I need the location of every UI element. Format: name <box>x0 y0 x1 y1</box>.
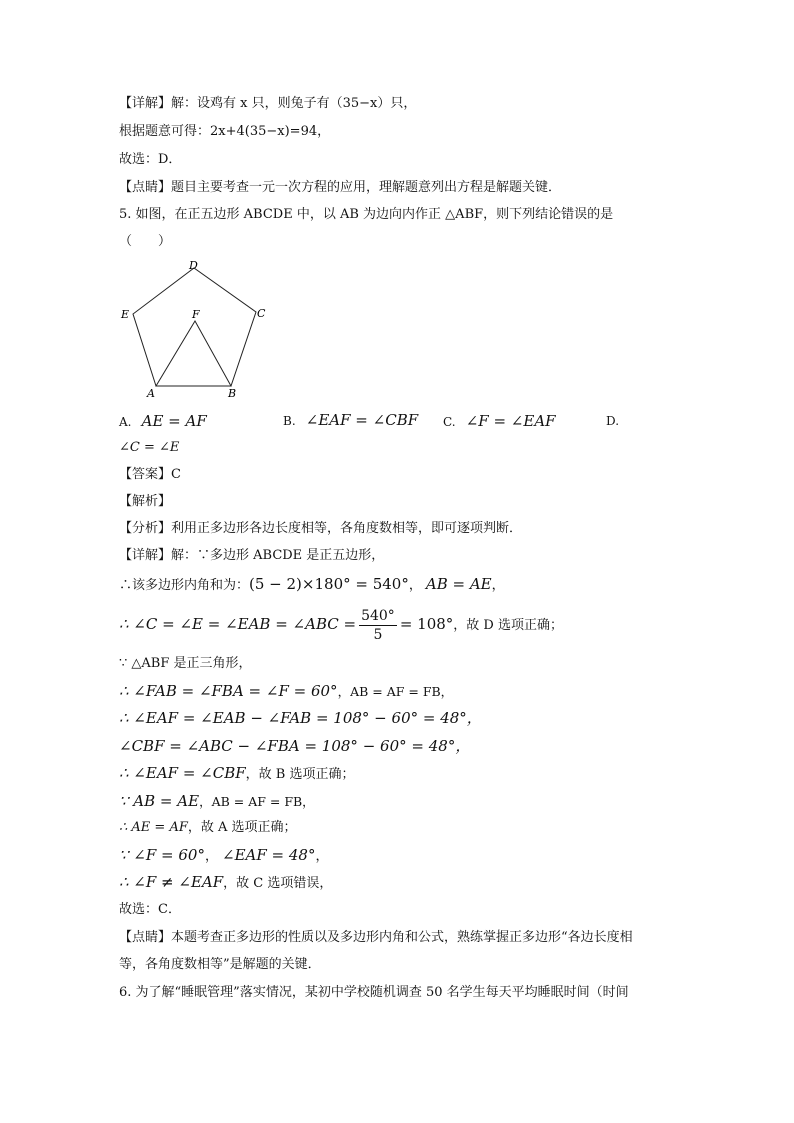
eaf-48: ∠EAF = 48° <box>222 846 316 864</box>
pentagon-outline <box>133 268 256 386</box>
ab-af-fb: ，AB = AF = FB， <box>199 794 315 809</box>
ae-af-line <box>119 820 297 836</box>
question-5: 5. 如图，在正五边形 ABCDE 中，以 AB 为边向内作正 △ABF，则下列结论错误的是 <box>119 207 614 222</box>
option-d-text: ∠C = ∠E <box>119 440 180 455</box>
dianjing-line-2: 等，各角度数相等”是解题的关键． <box>119 957 321 972</box>
fenxi-line: 【分析】利用正多边形各边长度相等，各角度数相等，即可逐项判断． <box>119 521 523 536</box>
sep2: ， <box>491 578 505 593</box>
option-b-label: B. <box>283 414 296 428</box>
conclusion-line: 故选：C． <box>119 902 181 917</box>
angle-sum-formula: (5 − 2)×180° = 540° <box>249 575 409 593</box>
option-c <box>443 413 556 431</box>
label-C: C <box>257 307 266 320</box>
angle-sum-text: ∴该多边形内角和为： <box>119 578 250 593</box>
answer-line: 【答案】C <box>119 467 181 482</box>
l2: 根据题意可得：2x+4(35−x)=94， <box>119 124 331 139</box>
option-a-correct: ，故 A 选项正确； <box>187 820 297 835</box>
interior-angle-line <box>119 605 563 645</box>
f-neq-eaf: ∴ ∠F ≠ ∠EAF <box>119 873 224 891</box>
option-a-text: AE = AF <box>141 412 207 430</box>
dianjing-line-1: 【点睛】本题考查正多边形的性质以及多边形内角和公式，熟练掌握正多边形“各边长度相 <box>119 930 633 945</box>
option-d-correct: ，故 D 选项正确； <box>453 618 563 633</box>
analysis-head: 【解析】 <box>119 494 172 509</box>
triangle-line: ∵ △ABF 是正三角形， <box>119 656 252 671</box>
l4: 【点睛】题目主要考查一元一次方程的应用，理解题意列出方程是解题关键． <box>119 180 562 195</box>
fab-sides: ，AB = AF = FB， <box>337 684 454 699</box>
sep3: ， <box>204 849 218 864</box>
label-E: E <box>121 308 130 321</box>
ab-ae-line <box>119 793 315 811</box>
f-neq-line <box>119 874 332 892</box>
label-F: F <box>192 308 200 321</box>
l3: 故选：D． <box>119 152 182 167</box>
fab-line <box>119 683 453 701</box>
f-eaf-values-line <box>119 847 328 865</box>
eaf-cbf-eq: ∴ ∠EAF = ∠CBF <box>119 764 246 782</box>
option-a <box>119 413 207 431</box>
option-d-label: D. <box>606 414 620 428</box>
label-A: A <box>147 387 155 400</box>
sep: ， <box>408 578 422 593</box>
fraction <box>359 607 397 644</box>
f-60: ∵ ∠F = 60° <box>119 846 205 864</box>
angle-sum-line <box>119 576 505 594</box>
option-c-text: ∠F = ∠EAF <box>465 412 556 430</box>
option-c-label: C. <box>443 415 456 429</box>
xiangjie-line: 【详解】解：∵多边形 ABCDE 是正五边形， <box>119 548 385 563</box>
option-b <box>283 412 418 430</box>
ab-ae-eq: ∵ AB = AE <box>119 792 200 810</box>
sep4: ， <box>315 849 329 864</box>
fraction-numerator: 540° <box>361 608 395 624</box>
label-B: B <box>228 387 237 400</box>
equilateral-triangle <box>156 321 231 386</box>
option-a-label: A. <box>119 415 132 429</box>
option-c-wrong: ，故 C 选项错误， <box>223 876 333 891</box>
option-b-correct: ，故 B 选项正确； <box>245 767 355 782</box>
label-D: D <box>189 259 198 272</box>
ae-af-eq: ∴ AE = AF <box>119 820 188 835</box>
angle-eq: ∴ ∠C = ∠E = ∠EAB = ∠ABC = <box>119 615 357 633</box>
question-6: 6. 为了解“睡眠管理”落实情况，某初中学校随机调查 50 名学生每天平均睡眠时间（时间 <box>119 985 629 1000</box>
option-b-text: ∠EAF = ∠CBF <box>305 411 419 429</box>
angle-result: = 108° <box>399 615 454 633</box>
answer-blank: （ ） <box>119 234 172 249</box>
l1: 【详解】解：设鸡有 x 只，则兔子有（35−x）只， <box>119 96 417 111</box>
pentagon-figure <box>115 258 275 408</box>
eaf-calc-line: ∴ ∠EAF = ∠EAB − ∠FAB = 108° − 60° = 48°， <box>119 709 482 727</box>
ab-ae: AB = AE <box>425 575 492 593</box>
cbf-calc-line: ∠CBF = ∠ABC − ∠FBA = 108° − 60° = 48°， <box>119 737 471 755</box>
eaf-cbf-line <box>119 765 354 783</box>
fab-eq: ∴ ∠FAB = ∠FBA = ∠F = 60° <box>119 682 338 700</box>
fraction-denominator: 5 <box>373 627 383 643</box>
